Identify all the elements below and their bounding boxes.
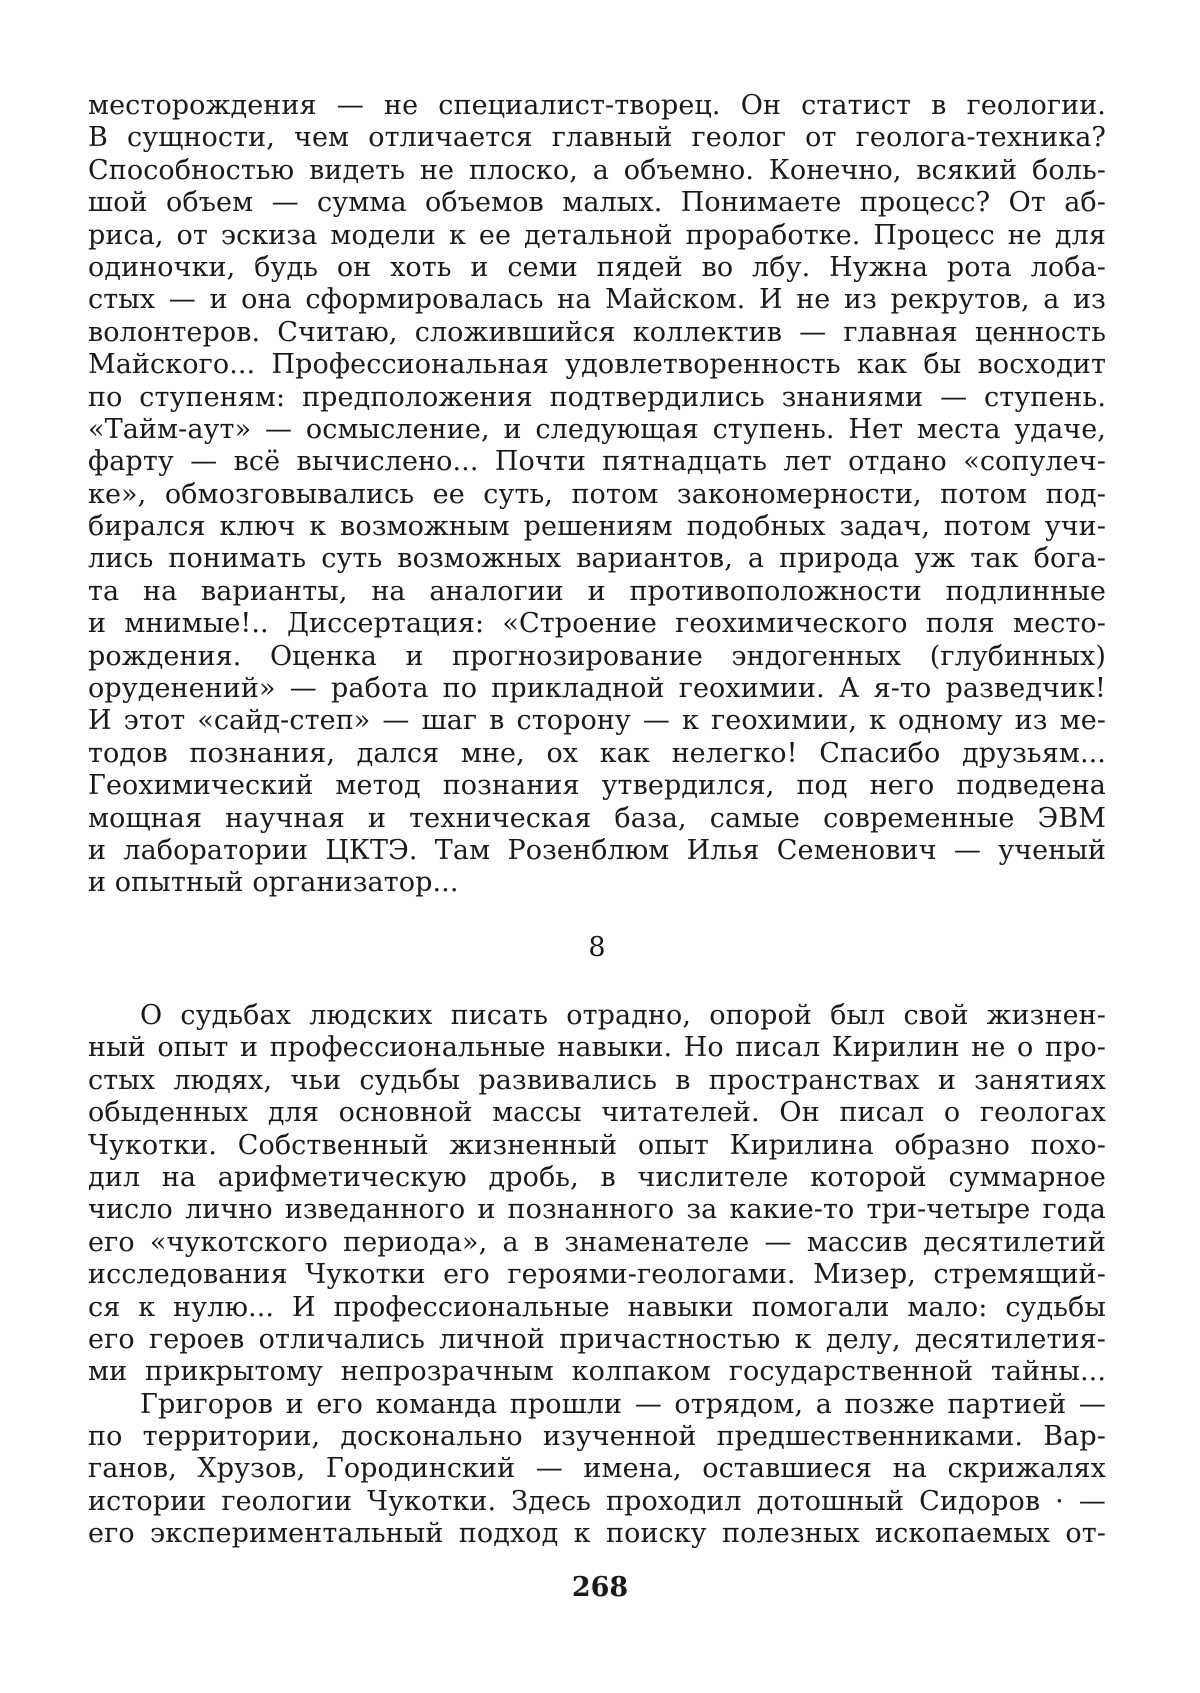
text-line: Геохимический метод познания утвердился, под него подведена (88, 770, 1106, 802)
text-line: И этот «сайд-степ» — шаг в сторону — к геохимии, к одному из ме- (88, 705, 1106, 737)
text-line: его экспериментальный подход к поиску полезных ископаемых от- (88, 1518, 1106, 1550)
text-line: исследования Чукотки его героями-геологами. Мизер, стремящий- (88, 1259, 1106, 1291)
text-line: О судьбах людских писать отрадно, опорой был свой жизнен- (140, 1000, 1106, 1031)
text-line: волонтеров. Считаю, сложившийся коллектив — главная ценность (88, 316, 1106, 348)
text-line: ми прикрытому непрозрачным колпаком государственной тайны... (88, 1356, 1106, 1388)
page-number: 268 (571, 1572, 629, 1603)
text-line: месторождения — не специалист-творец. Он статист в геологии. (88, 90, 1106, 121)
text-line: дил на арифметическую дробь, в числителе которой суммарное (88, 1161, 1106, 1193)
text-line: стых людях, чьи судьбы развивались в пространствах и занятиях (88, 1064, 1106, 1096)
text-line: Чукотки. Собственный жизненный опыт Кирилина образно похо- (88, 1129, 1106, 1161)
text-line: ке», обмозговывались ее суть, потом закономерности, потом под- (88, 478, 1106, 510)
text-line: истории геологии Чукотки. Здесь проходил дотошный Сидоров · — (88, 1485, 1106, 1517)
section-number: 8 (588, 932, 606, 963)
text-line: и опытный организатор... (88, 867, 459, 899)
text-line: бирался ключ к возможным решениям подобных задач, потом учи- (88, 511, 1106, 543)
text-line: риса, от эскиза модели к ее детальной проработке. Процесс не для (88, 219, 1106, 251)
text-line: одиночки, будь он хоть и семи пядей во лбу. Нужна рота лоба- (88, 251, 1106, 283)
text-line: его героев отличались личной причастностью к делу, десятилетия- (88, 1323, 1106, 1355)
text-line: фарту — всё вычислено... Почти пятнадцать лет отдано «сопулеч- (88, 446, 1106, 478)
text-line: по ступеням: предположения подтвердились знаниями — ступень. (88, 381, 1106, 413)
text-line: шой объем — сумма объемов малых. Понимаете процесс? От аб- (88, 187, 1106, 219)
text-line: и мнимые!.. Диссертация: «Строение геохимического поля место- (88, 608, 1106, 640)
text-line: лись понимать суть возможных вариантов, а природа уж так бога- (88, 543, 1106, 575)
section-body (88, 1000, 1106, 1551)
paragraph-3 (88, 1389, 1106, 1551)
text-line: его «чукотского периода», а в знаменателе — массив десятилетий (88, 1226, 1106, 1258)
text-line: и лаборатории ЦКТЭ. Там Розенблюм Илья Семенович — ученый (88, 834, 1106, 866)
text-line: Григоров и его команда прошли — отрядом, а позже партией — (140, 1388, 1106, 1420)
paragraph-2 (88, 1000, 1106, 1389)
text-line: оруденений» — работа по прикладной геохимии. А я-то разведчик! (88, 673, 1106, 705)
paragraph-1 (88, 90, 1106, 900)
text-line: та на варианты, на аналогии и противоположности подлинные (88, 575, 1106, 607)
text-line: ганов, Хрузов, Городинский — имена, оставшиеся на скрижалях (88, 1453, 1106, 1485)
text-line: по территории, досконально изученной предшественниками. Вар- (88, 1421, 1106, 1453)
text-line: рождения. Оценка и прогнозирование эндогенных (глубинных) (88, 640, 1106, 672)
text-line: мощная научная и техническая база, самые современные ЭВМ (88, 802, 1106, 834)
text-line: ный опыт и профессиональные навыки. Но писал Кирилин не о про- (88, 1032, 1106, 1064)
text-line: «Тайм-аут» — осмысление, и следующая ступень. Нет места удаче, (88, 413, 1106, 445)
text-line: стых — и она сформировалась на Майском. И не из рекрутов, а из (88, 284, 1106, 316)
text-line: обыденных для основной массы читателей. Он писал о геологах (88, 1097, 1106, 1129)
text-line: число лично изведанного и познанного за какие-то три-четыре года (88, 1194, 1106, 1226)
text-line: тодов познания, дался мне, ох как нелегко! Спасибо друзьям... (88, 737, 1106, 769)
text-line: Способностью видеть не плоско, а объемно. Конечно, всякий боль- (88, 154, 1106, 186)
text-line: ся к нулю... И профессиональные навыки помогали мало: судьбы (88, 1291, 1106, 1323)
text-line: В сущности, чем отличается главный геолог от геолога-техника? (88, 122, 1106, 154)
text-line: Майского... Профессиональная удовлетворенность как бы восходит (88, 349, 1106, 381)
page-text-column (88, 90, 1106, 1550)
